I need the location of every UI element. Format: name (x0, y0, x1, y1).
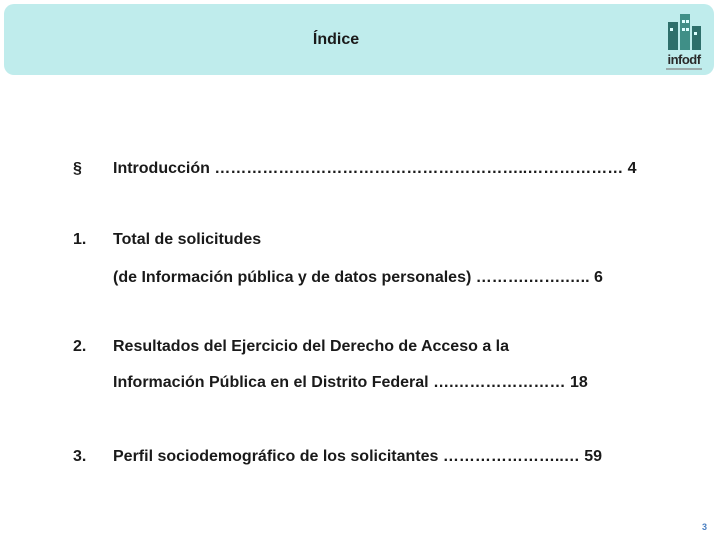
page-number: 3 (702, 522, 708, 532)
page-title: Índice (312, 31, 360, 48)
toc-entry-perfil[interactable]: Perfil sociodemográfico de los solicitantes …………………..… 59 (113, 448, 602, 465)
logo-underline (666, 68, 702, 70)
logo-text: infodf (667, 52, 701, 67)
toc-entry-total-solicitudes-detail[interactable]: (de Información pública y de datos personales) ……….…….….. 6 (113, 269, 603, 286)
toc-entry-introduccion[interactable]: Introducción …………………………………………………..……………… 4 (113, 160, 637, 177)
toc-marker-2: 2. (73, 338, 87, 355)
building-icon (660, 12, 708, 52)
toc-entry-resultados[interactable]: Resultados del Ejercicio del Derecho de Acceso a la (113, 338, 510, 355)
toc-marker-intro: § (73, 160, 82, 177)
toc-entry-resultados-detail[interactable]: Información Pública en el Distrito Federal ….………………… 18 (113, 374, 588, 391)
toc-marker-3: 3. (73, 448, 87, 465)
organization-logo (660, 12, 708, 74)
toc-entry-total-solicitudes[interactable]: Total de solicitudes (113, 231, 262, 248)
toc-marker-1: 1. (73, 231, 87, 248)
